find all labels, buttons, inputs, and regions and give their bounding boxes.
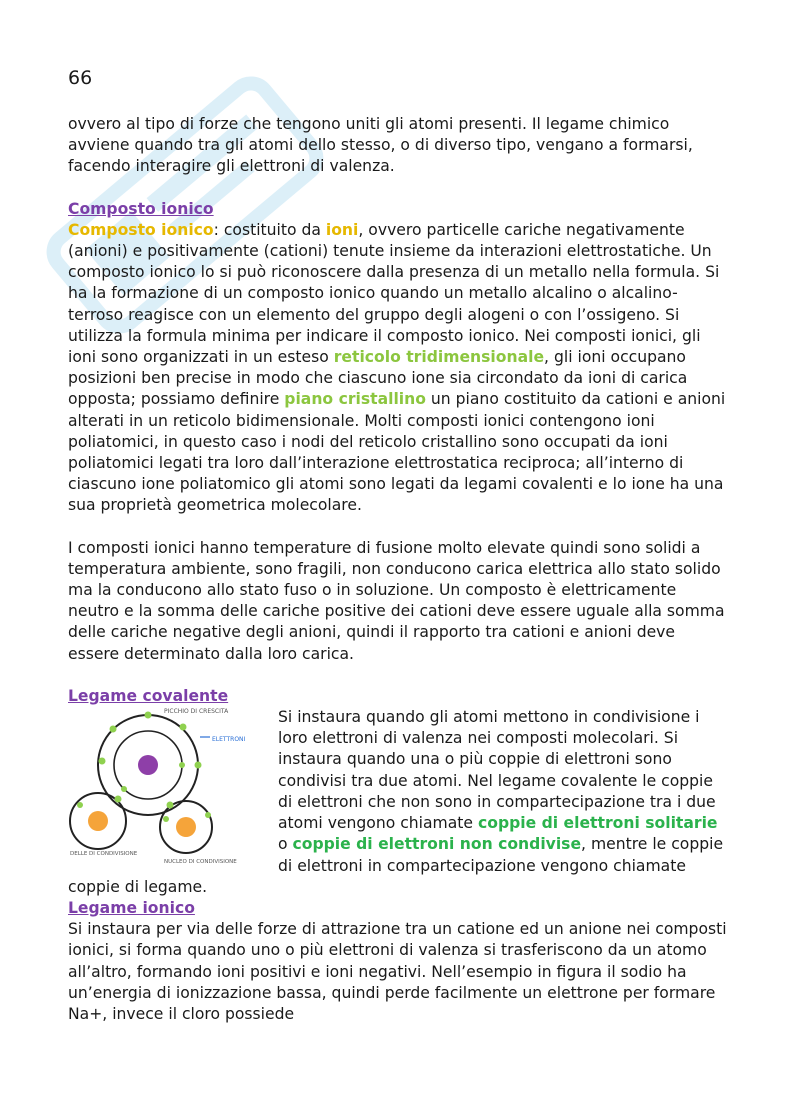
heading-legame-ionico: Legame ionico: [68, 898, 195, 917]
label-left: DELLE DI CONDIVISIONE: [70, 851, 138, 858]
right-nucleus: [176, 817, 196, 837]
text-span: , mentre le coppie di elettroni in compartecipazione vengono chiamate coppie di legame.: [68, 835, 724, 896]
atom-diagram: [68, 707, 268, 871]
label-bottom: NUCLEO DI CONDIVISIONE: [164, 859, 237, 866]
text-span: Si instaura quando gli atomi mettono in condivisione i loro elettroni di valenza nei composti molecolari. Si instaura quando una o più coppie di elettroni sono condivisi tra due atomi. Nel legame covalente le coppie di elettroni che non sono in compartecipazione tra i due atomi vengono chiamate: [278, 708, 716, 833]
label-right: ELETTRONI: [212, 736, 246, 744]
term-coppie-solitarie: coppie di elettroni solitarie: [477, 814, 718, 833]
heading-composto-ionico: Composto ionico: [68, 199, 214, 218]
label-top: PICCHIO DI CRESCITA: [164, 708, 229, 716]
center-nucleus: [138, 755, 158, 775]
term-coppie-non-condivise: coppie di elettroni non condivise: [292, 835, 582, 854]
left-nucleus: [88, 811, 108, 831]
text-span: , gli ioni occupano posizioni ben precise in modo che ciascuno ione sia circondato da ioni di carica opposta; possiamo definire: [68, 348, 688, 409]
term-piano-cristallino: piano cristallino: [284, 390, 426, 409]
text-span: , ovvero particelle cariche negativamente (anioni) e positivamente (cationi) tenute insieme da interazioni elettrostatiche. Un composto ionico lo si può riconoscere dalla presenza di un metallo nella formula. Si ha la formazione di un composto ionico quando un metallo alcalino o alcalino-terroso reagisce con un elemento del gruppo degli alogeni o con l’ossigeno. Si utilizza la formula minima per indicare il composto ionico. Nei composti ionici, gli ioni sono organizzati in un esteso: [68, 220, 720, 367]
text-span: o: [278, 835, 293, 854]
intro-paragraph: ovvero al tipo di forze che tengono uniti gli atomi presenti. Il legame chimico avviene quando tra gli atomi dello stesso, o di diverso tipo, vengano a formarsi, facendo interagire gli elettroni di valenza.: [68, 115, 693, 176]
document-body: [68, 114, 728, 1025]
composto-paragraph-1: [68, 220, 728, 517]
term-ioni: ioni: [325, 220, 359, 239]
term-reticolo: reticolo tridimensionale: [333, 348, 545, 367]
composto-paragraph-2: I composti ionici hanno temperature di fusione molto elevate quindi sono solidi a temperatura ambiente, sono fragili, non conducono carica elettrica allo stato solido ma la conducono allo stato fuso o in soluzione. Un composto è elettricamente neutro e la somma delle cariche positive dei cationi deve essere uguale alla somma delle cariche negative degli anioni, quindi il rapporto tra cationi e anioni deve essere determinato dalla loro carica.: [68, 538, 725, 663]
heading-legame-covalente: Legame covalente: [68, 686, 229, 705]
term-composto-ionico: Composto ionico: [68, 220, 214, 239]
text-span: : costituito da: [213, 220, 326, 239]
page-number: 66: [68, 67, 93, 89]
text-span: un piano costituito da cationi e anioni alterati in un reticolo bidimensionale. Molti composti ionici contengono ioni poliatomici, in questo caso i nodi del reticolo cristallino sono occupati da ioni poliatomici legati tra loro dall’interazione elettrostatica reciproca; all’interno di ciascuno ione poliatomico gli atomi sono legati da legami covalenti e lo ione ha una sua proprietà geometrica molecolare.: [68, 390, 726, 515]
ionico-paragraph: Si instaura per via delle forze di attrazione tra un catione ed un anione nei composti ionici, si forma quando uno o più elettroni di valenza si trasferiscono da un atomo all’altro, formando ioni positivi e ioni negativi. Nell’esempio in figura il sodio ha un’energia di ionizzazione bassa, quindi perde facilmente un elettrone per formare Na+, invece il cloro possiede: [68, 920, 727, 1023]
